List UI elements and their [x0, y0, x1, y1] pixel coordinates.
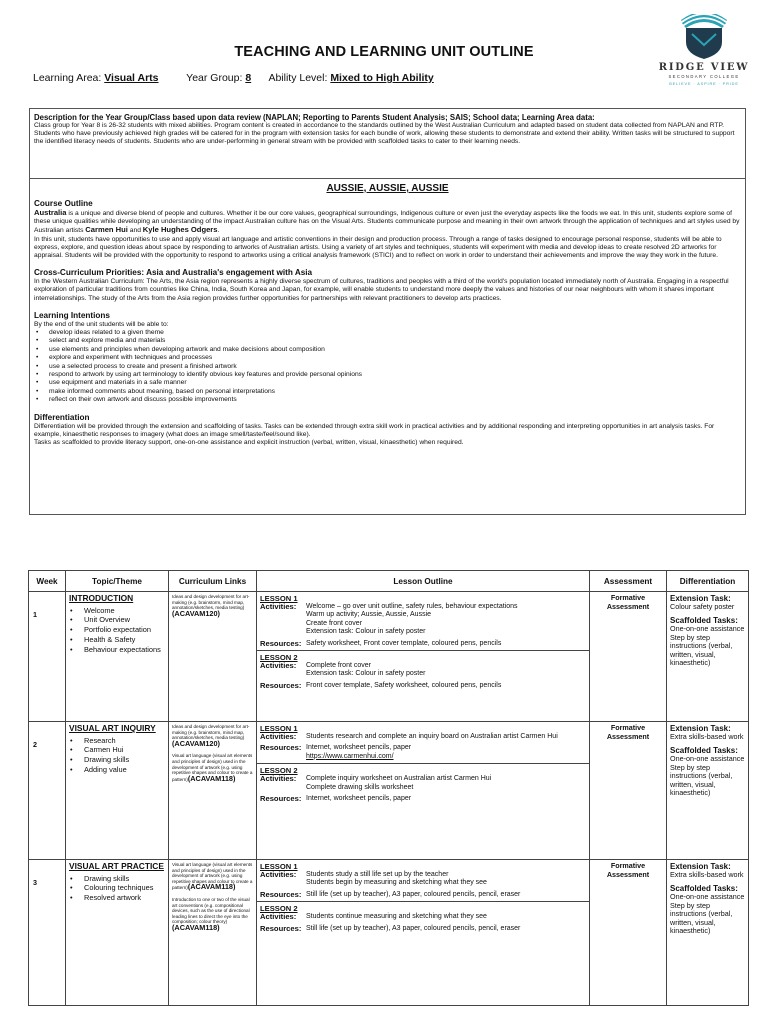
lesson-block: [257, 722, 589, 763]
topic-list: [69, 736, 165, 775]
description-heading: Description for the Year Group/Class based upon data review (NAPLAN; Reporting to Parents Student Analysis; SAIS; School data; Learning Area data:: [34, 113, 595, 122]
table-row: [29, 722, 749, 860]
column-header: Differentiation: [667, 571, 749, 592]
activities-row: [260, 913, 586, 921]
logo-motto: BELIEVE · ASPIRE · PRIDE: [669, 82, 739, 86]
period: .: [217, 227, 220, 235]
logo-subtitle: SECONDARY COLLEGE: [668, 74, 740, 79]
resources-text: Front cover template, Safety worksheet, coloured pens, pencils: [306, 681, 502, 689]
differentiation-heading: Extension Task:: [670, 724, 731, 733]
logo-name: RIDGE VIEW: [658, 62, 750, 73]
activities-text: Students continue measuring and sketching what they see: [306, 913, 487, 921]
curriculum-link: Ideas and design development for art-making (e.g. brainstorm, mind map, annotation/sketches, media testing) (ACAVAM120): [172, 724, 250, 748]
week-number: 2: [29, 722, 66, 860]
assessment-cell: Formative Assessment: [590, 860, 667, 1006]
curriculum-link: Ideas and design development for art-making (e.g. brainstorm, mind map, annotation/sketches, media testing) (ACAVAM120): [172, 594, 250, 618]
differentiation-heading: Scaffolded Tasks:: [670, 745, 738, 755]
curriculum-link: Introduction to one or two of the visual art conventions (e.g. compositional devices, such as the use of directional leading lines to direct the eye into the composition; colour theory) (ACAVAM118): [172, 896, 250, 932]
topic-item: • Drawing skills: [69, 874, 165, 884]
cross-curriculum-heading: Cross-Curriculum Priorities: Asia and Australia's engagement with Asia: [34, 268, 313, 278]
learning-intentions-list: [34, 329, 741, 405]
class-description: [30, 109, 745, 179]
learning-area-value: Visual Arts: [104, 72, 159, 84]
topic-cell: [66, 592, 169, 722]
resources-row: [260, 925, 586, 933]
learning-intention-item: • use a selected process to create and present a finished artwork: [34, 363, 741, 371]
differentiation-cell: [667, 592, 749, 722]
activities-row: [260, 603, 586, 637]
resources-row: [260, 744, 586, 761]
unit-meta: [33, 72, 434, 84]
lesson-outline-cell: [257, 860, 590, 1006]
activities-text: Complete inquiry worksheet on Australian artist Carmen Hui Complete drawing skills worksheet: [306, 775, 492, 791]
topic-item: • Unit Overview: [69, 615, 165, 625]
topic-list: [69, 606, 165, 655]
learning-intentions-intro: By the end of the unit students will be able to:: [34, 320, 169, 328]
column-header: Topic/Theme: [66, 571, 169, 592]
course-outline-body: is a unique and diverse blend of people and cultures. Whether it be our core values, geographical surroundings, Indigenous culture or even just the everyday aspects like the foods we eat. In this unit, students explore some of these unique qualities while developing an understanding of the impact Australian culture has on the Visual Arts. Students communicate purpose and meaning in their own artwork through the application of techniques and art styles used by Australian artists: [34, 210, 740, 235]
lesson-block: [257, 650, 589, 692]
course-outline-heading: Course Outline: [34, 199, 93, 208]
differentiation-text: One-on-one assistance Step by step instructions (verbal, written, visual, kinaesthetic): [670, 892, 745, 936]
differentiation-text: One-on-one assistance Step by step instructions (verbal, written, visual, kinaesthetic): [670, 754, 745, 798]
learning-intention-item: • respond to artwork by using art terminology to identify obvious key features and provide personal opinions: [34, 371, 741, 379]
resources-label: Resources:: [260, 680, 302, 690]
column-header: Week: [29, 571, 66, 592]
course-outline-text: [34, 209, 741, 236]
resources-text: Still life (set up by teacher), A3 paper, coloured pencils, pencil, eraser: [306, 890, 521, 898]
column-header: Curriculum Links: [169, 571, 257, 592]
topic-item: • Research: [69, 736, 165, 746]
learning-intention-item: • use equipment and materials in a safe manner: [34, 379, 741, 387]
learning-intention-item: • develop ideas related to a given theme: [34, 329, 741, 337]
resources-label: Resources:: [260, 794, 302, 804]
activities-row: [260, 733, 586, 741]
differentiation-heading: Differentiation: [34, 412, 90, 422]
learning-intention-item: • reflect on their own artwork and discuss possible improvements: [34, 396, 741, 404]
topic-list: [69, 874, 165, 903]
activities-label: Activities:: [260, 661, 297, 671]
year-group-value: 8: [245, 72, 252, 84]
differentiation-cell: [667, 860, 749, 1006]
table-header-row: [29, 571, 749, 592]
curriculum-code: (ACAVAM118): [172, 922, 220, 932]
learning-intention-item: • use elements and principles when developing artwork and make decisions about composition: [34, 346, 741, 354]
resources-row: [260, 795, 586, 803]
differentiation-text-1: Differentiation will be provided through the extension and scaffolding of tasks. Tasks can be extended through extra skill work in practical activities and by additional responding and interpreting opportunities in art analysis tasks. For example, kinaesthetic responses to imagery (what does an image smell/taste/feel/sound like).: [34, 422, 715, 438]
topic-item: • Resolved artwork: [69, 893, 165, 903]
topic-item: • Drawing skills: [69, 755, 165, 765]
curriculum-link: Visual art language (visual art elements and principles of design) used in the development of artwork (e.g. using repetitive shapes and colour to create a pattern)(ACAVAM118): [172, 862, 253, 892]
activities-text: Welcome – go over unit outline, safety rules, behaviour expectations Warm up activity; Aussie, Aussie, Aussie Create front cover Extension task: Colour in safety poster: [306, 603, 518, 636]
lesson-heading: LESSON 2: [260, 653, 298, 663]
resources-row: [260, 682, 586, 690]
differentiation-cell: [667, 722, 749, 860]
differentiation-text: Colour safety poster: [670, 602, 735, 612]
lesson-block: [257, 592, 589, 650]
ability-value: Mixed to High Ability: [330, 72, 434, 84]
activities-row: [260, 662, 586, 679]
lesson-heading: LESSON 2: [260, 904, 298, 914]
table-row: [29, 860, 749, 1006]
page-title: TEACHING AND LEARNING UNIT OUTLINE: [234, 44, 534, 60]
learning-intention-item: • explore and experiment with techniques and processes: [34, 354, 741, 362]
school-logo: [652, 14, 756, 104]
unit-body: [30, 179, 745, 451]
cross-curriculum-text: In the Western Australian Curriculum: The Arts, the Asia region represents a highly diverse spectrum of cultures, traditions and peoples with a third of the world's population located immediately north of Australia. Engaging in a respectful exploration of particular traditions from countries like China, India, South Korea and Japan, for example, will enable students to understand more deeply the values and histories of our near neighbours with whom it shares important interrelationships. The study of the Arts from the Asia region provides further opportunities for partnerships with relevant practitioners to develop arts practices.: [34, 278, 729, 302]
topic-item: • Health & Safety: [69, 635, 165, 645]
year-group-label: Year Group:: [186, 72, 243, 84]
document-header: [0, 0, 768, 108]
resources-label: Resources:: [260, 923, 302, 933]
learning-area-label: Learning Area:: [33, 72, 102, 84]
lesson-plan-table: [28, 570, 749, 1006]
activities-label: Activities:: [260, 774, 297, 784]
lesson-block: [257, 901, 589, 935]
activities-label: Activities:: [260, 912, 297, 922]
topic-heading: VISUAL ART INQUIRY: [69, 723, 156, 733]
shield-icon: [678, 14, 730, 60]
lesson-outline-cell: [257, 592, 590, 722]
lesson-heading: LESSON 1: [260, 862, 298, 871]
lesson-heading: LESSON 1: [260, 594, 298, 603]
topic-item: • Colouring techniques: [69, 883, 165, 893]
artist-kyle-hughes-odgers: Kyle Hughes Odgers: [142, 225, 218, 235]
description-text-2: Students who have previously achieved high grades will be catered for in the program with extension tasks for each bundle of work, allowing these students to demonstrate and extend their ability. Written tasks will be structured to support the identified literacy needs of students. Students who are under-performing in general stream with be provided with scaffolded tasks to cater to their learning needs.: [34, 130, 735, 146]
resources-label: Resources:: [260, 638, 302, 648]
differentiation-text-2: Tasks as scaffolded to provide literacy support, one-on-one assistance and explicit instruction (verbal, written, visual, kinaesthetic) when required.: [34, 439, 464, 447]
activities-text: Students research and complete an inquiry board on Australian artist Carmen Hui: [306, 733, 558, 740]
assessment-cell: Formative Assessment: [590, 592, 667, 722]
differentiation-heading: Extension Task:: [670, 862, 731, 871]
curriculum-code: (ACAVAM120): [172, 608, 220, 618]
activities-row: [260, 775, 586, 792]
activities-label: Activities:: [260, 602, 297, 611]
description-text-1: Class group for Year 8 is 26-32 students with mixed abilities. Program content is created in accordance to the standards outlined by the West Australian Curriculum and adapted based on student data collected from NAPLAN and RTP.: [34, 122, 724, 129]
topic-item: • Portfolio expectation: [69, 625, 165, 635]
curriculum-links-cell: [169, 722, 257, 860]
differentiation-text: Extra skills-based work: [670, 732, 744, 742]
differentiation-heading: Scaffolded Tasks:: [670, 615, 738, 625]
resources-text: Internet, worksheet pencils, paper: [306, 795, 412, 803]
topic-item: • Behaviour expectations: [69, 645, 165, 655]
week-number: 3: [29, 860, 66, 1006]
column-header: Assessment: [590, 571, 667, 592]
learning-intention-item: • make informed comments about meaning, based on personal interpretations: [34, 388, 741, 396]
differentiation-text: Extra skills-based work: [670, 870, 744, 880]
lesson-heading: LESSON 1: [260, 724, 298, 733]
curriculum-link: Visual art language (visual art elements and principles of design) used in the development of artwork (e.g. using repetitive shapes and colour to create a pattern)(ACAVAM118): [172, 753, 253, 783]
ability-label: Ability Level:: [268, 72, 328, 84]
curriculum-links-cell: [169, 860, 257, 1006]
artist-and: and: [127, 227, 143, 235]
activities-label: Activities:: [260, 870, 297, 879]
week-number: 1: [29, 592, 66, 722]
topic-heading: INTRODUCTION: [69, 593, 134, 603]
resources-text: Still life (set up by teacher), A3 paper, coloured pencils, pencil, eraser: [306, 924, 521, 932]
course-outline-text-2: In this unit, students have opportunities to use and apply visual art language and artistic conventions in their design and production process. Through a range of tasks designed to encourage personal response, students will be able to express, explore, and question ideas about space by responding to artworks of Australian artists. Using a variety of art styles and techniques, students will experiment with media and develop ideas to create resolved 2D artworks for appraisal. Students will be provided with the opportunity to respond to artworks using a critical analysis framework (STICI) and to reflect on work in order to understand their achievements and improve the way they work in the future.: [34, 235, 722, 260]
activities-label: Activities:: [260, 732, 297, 741]
topic-item: • Welcome: [69, 606, 165, 616]
course-outline-bold: Australia: [34, 208, 67, 217]
resources-row: [260, 891, 586, 899]
topic-cell: [66, 860, 169, 1006]
lesson-block: [257, 860, 589, 901]
activities-text: Students study a still life set up by the teacher Students begin by measuring and sketching what they see: [306, 871, 487, 887]
assessment-cell: Formative Assessment: [590, 722, 667, 860]
resources-text: Internet, worksheet pencils, paper https://www.carmenhui.com/: [306, 744, 412, 760]
resource-link[interactable]: https://www.carmenhui.com/: [306, 752, 394, 760]
resources-label: Resources:: [260, 889, 302, 899]
resources-row: [260, 640, 586, 648]
topic-item: • Carmen Hui: [69, 745, 165, 755]
topic-item: • Adding value: [69, 765, 165, 775]
table-body: [29, 592, 749, 1006]
unit-description-box: [29, 108, 746, 515]
curriculum-code: (ACAVAM118): [187, 882, 236, 892]
artist-carmen-hui: Carmen Hui: [85, 225, 128, 235]
topic-heading: VISUAL ART PRACTICE: [69, 861, 164, 871]
curriculum-code: (ACAVAM118): [187, 773, 236, 783]
curriculum-links-cell: [169, 592, 257, 722]
resources-label: Resources:: [260, 743, 302, 753]
lesson-block: [257, 763, 589, 805]
differentiation-heading: Scaffolded Tasks:: [670, 883, 738, 893]
unit-title: AUSSIE, AUSSIE, AUSSIE: [326, 183, 449, 194]
lesson-outline-cell: [257, 722, 590, 860]
differentiation-text: One-on-one assistance Step by step instructions (verbal, written, visual, kinaesthetic): [670, 624, 745, 668]
lesson-heading: LESSON 2: [260, 766, 298, 776]
learning-intentions-heading: Learning Intentions: [34, 310, 110, 320]
activities-text: Complete front cover Extension task: Colour in safety poster: [306, 662, 426, 678]
topic-cell: [66, 722, 169, 860]
curriculum-code: (ACAVAM120): [172, 738, 220, 748]
activities-row: [260, 871, 586, 888]
resources-text: Safety worksheet, Front cover template, coloured pens, pencils: [306, 639, 502, 647]
learning-intention-item: • select and explore media and materials: [34, 337, 741, 345]
table-row: [29, 592, 749, 722]
differentiation-heading: Extension Task:: [670, 594, 731, 603]
column-header: Lesson Outline: [257, 571, 590, 592]
